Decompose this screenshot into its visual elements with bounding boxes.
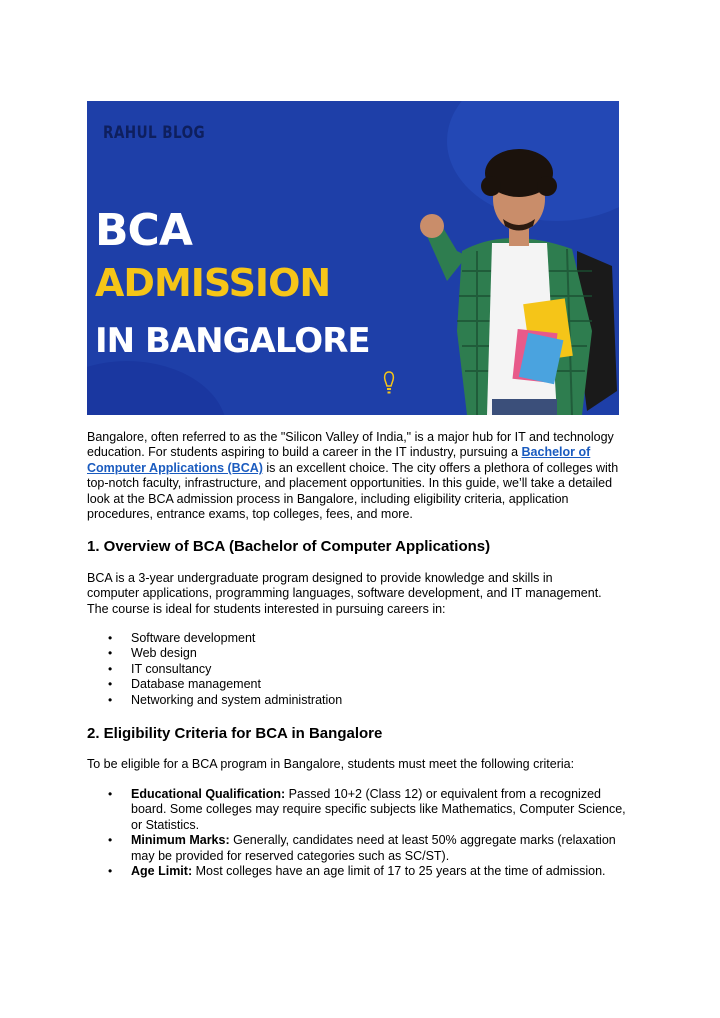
career-list [87,631,342,708]
section-heading: 1. Overview of BCA (Bachelor of Computer Applications) [87,538,491,555]
item-label: Age Limit: [131,864,193,879]
banner-decoration [87,361,227,415]
section-paragraph: BCA is a 3-year undergraduate program designed to provide knowledge and skills in computer applications, programming languages, software development, and IT management. The course is ideal for students interested in pursuing careers in: [87,571,602,616]
student-illustration [407,131,619,415]
brand-logo: RAHUL BLOG [103,123,206,143]
list-item: • Database management [87,677,342,692]
item-text: Most colleges have an age limit of 17 to 25 years at the time of admission. [192,864,606,879]
item-text: Generally, candidates need at least 50% aggregate marks (relaxation may be provided for reserved categories such as SC/ST). [131,833,616,863]
list-item [87,787,635,833]
list-item: • IT consultancy [87,662,342,677]
intro-text: is an excellent choice. The city offers a plethora of colleges with top-notch faculty, infrastructure, and placement opportunities. In this guide, we’ll take a detailed look at the BCA admission process in Bangalore, including eligibility criteria, application procedures, entrance exams, top colleges, fees, and more. [87,460,619,522]
bulb-icon [383,371,395,395]
item-text: Passed 10+2 (Class 12) or equivalent from a recognized board. Some colleges may require specific subjects like Mathematics, Computer Science, or Statistics. [131,787,626,832]
eligibility-list [87,787,635,879]
item-label: Educational Qualification: [131,787,286,801]
intro-text: Bangalore, often referred to as the "Silicon Valley of India," is a major hub for IT and technology education. For students aspiring to build a career in the IT industry, pursuing a [87,430,614,460]
bca-link[interactable]: Bachelor of Computer Applications (BCA) [87,445,591,475]
list-item [87,833,635,864]
section-heading: 2. Eligibility Criteria for BCA in Bangalore [87,725,383,742]
list-item: • Web design [87,646,342,661]
banner-title-line2: ADMISSION [95,261,331,305]
intro-paragraph [87,430,632,522]
list-item [87,864,635,879]
list-item: • Software development [87,631,342,646]
hero-banner [87,101,619,415]
section-paragraph: To be eligible for a BCA program in Bangalore, students must meet the following criteria: [87,757,575,771]
list-item: • Networking and system administration [87,693,342,708]
banner-title-line3: IN BANGALORE [95,321,370,361]
banner-title-line1: BCA [95,205,192,256]
item-label: Minimum Marks: [131,833,230,848]
